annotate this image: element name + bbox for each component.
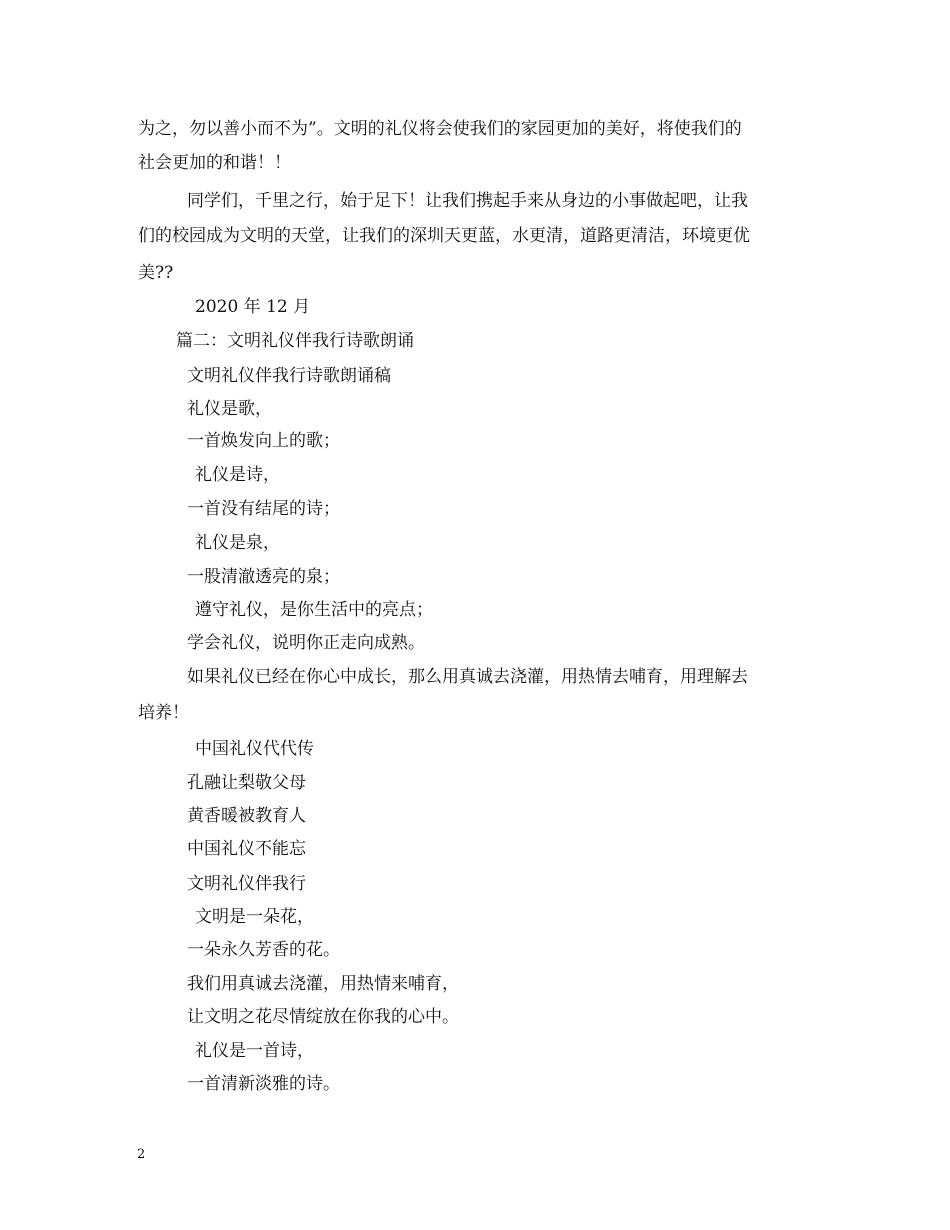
date-line: 2020 年 12 月: [195, 297, 311, 317]
poem-line-13: 黄香暖被教育人: [187, 806, 306, 826]
text-line-3: 同学们，千里之行，始于足下！让我们携起手来从身边的小事做起吧，让我: [187, 191, 748, 211]
poem-line-6: 一股清澈透亮的泉；: [187, 567, 340, 587]
poem-line-4: 一首没有结尾的诗；: [187, 499, 340, 519]
section-heading: 篇二：文明礼仪伴我行诗歌朗诵: [176, 331, 414, 351]
text-line-5: 美??: [138, 263, 174, 283]
poem-title: 文明礼仪伴我行诗歌朗诵稿: [187, 366, 391, 386]
poem-line-14: 中国礼仪不能忘: [187, 839, 306, 859]
poem-line-5: 礼仪是泉，: [195, 533, 280, 553]
poem-line-2: 一首焕发向上的歌；: [187, 431, 340, 451]
poem-line-21: 一首清新淡雅的诗。: [187, 1074, 340, 1094]
page-number: 2: [137, 1147, 146, 1162]
poem-line-10: 培养！: [138, 703, 189, 723]
poem-line-19: 让文明之花尽情绽放在你我的心中。: [187, 1007, 459, 1027]
poem-line-12: 孔融让梨敬父母: [187, 773, 306, 793]
poem-line-18: 我们用真诚去浇灌，用热情来哺育，: [187, 974, 459, 994]
poem-line-11: 中国礼仪代代传: [195, 739, 314, 759]
poem-line-7: 遵守礼仪，是你生活中的亮点；: [195, 600, 433, 620]
poem-line-1: 礼仪是歌，: [187, 399, 272, 419]
text-line-4: 们的校园成为文明的天堂，让我们的深圳天更蓝，水更清，道路更清洁，环境更优: [138, 226, 750, 246]
text-line-2: 社会更加的和谐！！: [138, 153, 291, 173]
poem-line-3: 礼仪是诗，: [195, 465, 280, 485]
poem-line-8: 学会礼仪，说明你正走向成熟。: [187, 633, 425, 653]
poem-line-20: 礼仪是一首诗，: [195, 1041, 314, 1061]
poem-line-15: 文明礼仪伴我行: [187, 874, 306, 894]
text-line-1: 为之，勿以善小而不为”。文明的礼仪将会使我们的家园更加的美好，将使我们的: [138, 119, 742, 139]
poem-line-17: 一朵永久芳香的花。: [187, 940, 340, 960]
poem-line-16: 文明是一朵花，: [195, 907, 314, 927]
poem-line-9: 如果礼仪已经在你心中成长，那么用真诚去浇灌，用热情去哺育，用理解去: [187, 667, 748, 687]
